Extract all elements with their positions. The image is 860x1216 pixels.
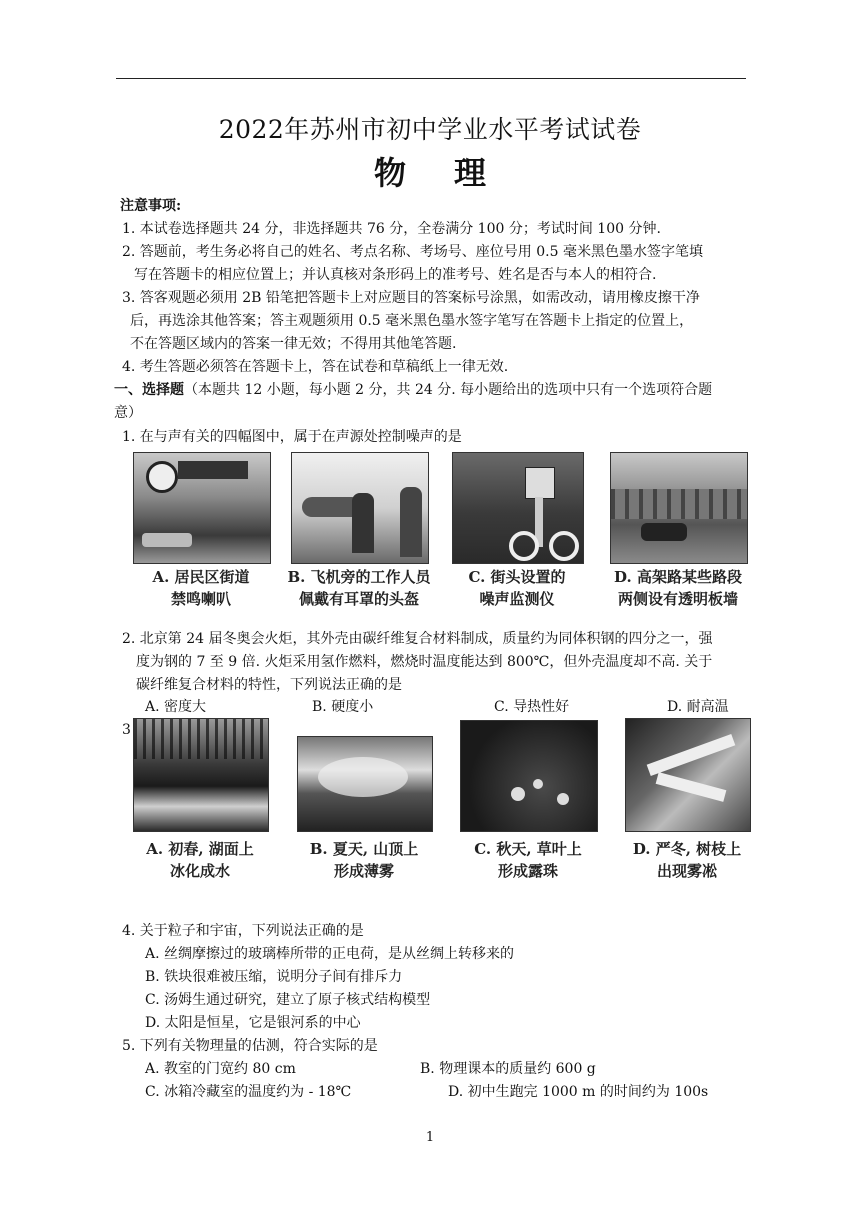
q3-caption-b — [297, 838, 431, 882]
q1-image-a-street — [133, 452, 271, 564]
q1-caption-a — [133, 566, 269, 610]
q1-caption-b-line1: B. 飞机旁的工作人员 — [287, 568, 431, 586]
q3-caption-c — [460, 838, 596, 882]
note-item: 不在答题区域内的答案一律无效；不得用其他笔答题. — [130, 336, 457, 352]
q1-caption-b-line2: 佩戴有耳罩的头盔 — [298, 590, 419, 608]
q1-image-d-wall — [610, 452, 748, 564]
q1-caption-d — [598, 566, 758, 610]
q3-caption-c-line1: C. 秋天, 草叶上 — [474, 840, 582, 858]
note-item: 2. 答题前，考生务必将自己的姓名、考点名称、考场号、座位号用 0.5 毫米黑色墨水签字笔填 — [122, 244, 703, 260]
q4-option-c: C. 汤姆生通过研究，建立了原子核式结构模型 — [145, 992, 431, 1008]
q3-caption-d-line1: D. 严冬, 树枝上 — [632, 840, 742, 858]
note-item: 4. 考生答题必须答在答题卡上，答在试卷和草稿纸上一律无效. — [122, 359, 509, 375]
note-item: 后，再选涂其他答案；答主观题须用 0.5 毫米黑色墨水签字笔写在答题卡上指定的位置上， — [130, 313, 694, 329]
section-heading-row — [114, 380, 712, 400]
q2-stem-line1: 2. 北京第 24 届冬奥会火炬，其外壳由碳纤维复合材料制成，质量约为同体积钢的四分之一，强 — [122, 631, 713, 647]
q2-stem-line2: 度为钢的 7 至 9 倍. 火炬采用氢作燃料，燃烧时温度能达到 800℃，但外壳温度却不高. 关于 — [136, 654, 713, 670]
q4-stem: 4. 关于粒子和宇宙，下列说法正确的是 — [122, 923, 364, 939]
q4-option-a: A. 丝绸摩擦过的玻璃棒所带的正电荷，是从丝绸上转移来的 — [145, 946, 515, 962]
note-item: 写在答题卡的相应位置上；并认真核对条形码上的准考号、姓名是否与本人的相符合. — [134, 267, 657, 283]
q2-option-a: A. 密度大 — [145, 699, 207, 715]
q2-stem-line3: 碳纤维复合材料的特性，下列说法正确的是 — [136, 677, 402, 693]
section-description: （本题共 12 小题，每小题 2 分，共 24 分. 每小题给出的选项中只有一个选项符合题 — [184, 382, 713, 398]
q2-option-b: B. 硬度小 — [312, 699, 374, 715]
note-item: 1. 本试卷选择题共 24 分，非选择题共 76 分，全卷满分 100 分；考试时间 100 分钟. — [122, 221, 661, 237]
q2-option-c: C. 导热性好 — [494, 699, 570, 715]
q3-number: 3 — [122, 722, 131, 738]
section-heading: 一、选择题 — [114, 382, 184, 398]
header-rule — [116, 78, 746, 79]
q5-stem: 5. 下列有关物理量的估测，符合实际的是 — [122, 1038, 378, 1054]
q3-caption-d — [625, 838, 749, 882]
q1-caption-c-line2: 噪声监测仪 — [479, 590, 555, 608]
notes-heading: 注意事项: — [120, 198, 182, 214]
q5-option-c: C. 冰箱冷藏室的温度约为 - 18℃ — [145, 1084, 352, 1100]
q1-caption-c — [452, 566, 582, 610]
note-item: 3. 答客观题必须用 2B 铅笔把答题卡上对应题目的答案标号涂黑，如需改动，请用橡皮擦干净 — [122, 290, 700, 306]
q2-option-d: D. 耐高温 — [667, 699, 729, 715]
q1-caption-d-line1: D. 高架路某些路段 — [614, 568, 742, 586]
q3-caption-a-line2: 冰化成水 — [169, 862, 230, 880]
q3-caption-b-line2: 形成薄雾 — [333, 862, 394, 880]
q3-image-b-mountain — [297, 736, 433, 832]
q4-option-b: B. 铁块很难被压缩，说明分子间有排斥力 — [145, 969, 403, 985]
q3-image-c-dew — [460, 720, 598, 832]
q5-option-d: D. 初中生跑完 1000 m 的时间约为 100s — [448, 1084, 709, 1100]
exam-title: 2022年苏州市初中学业水平考试试卷 — [218, 115, 642, 144]
q3-image-d-rime — [625, 718, 751, 832]
subject-title: 物理 — [373, 154, 534, 192]
q5-option-b: B. 物理课本的质量约 600 g — [420, 1061, 596, 1077]
q1-caption-c-line1: C. 街头设置的 — [468, 568, 566, 586]
q1-image-b-airport — [291, 452, 429, 564]
q4-option-d: D. 太阳是恒星，它是银河系的中心 — [145, 1015, 361, 1031]
q3-caption-a-line1: A. 初春, 湖面上 — [146, 840, 254, 858]
q5-option-a: A. 教室的门宽约 80 cm — [145, 1061, 296, 1077]
q3-caption-c-line2: 形成露珠 — [497, 862, 558, 880]
q1-image-c-monitor — [452, 452, 584, 564]
q3-image-a-lake — [133, 718, 269, 832]
q1-caption-a-line2: 禁鸣喇叭 — [170, 590, 231, 608]
q3-caption-b-line1: B. 夏天, 山顶上 — [309, 840, 419, 858]
q1-caption-d-line2: 两侧设有透明板墙 — [617, 590, 738, 608]
page-number: 1 — [425, 1130, 435, 1145]
q1-stem: 1. 在与声有关的四幅图中，属于在声源处控制噪声的是 — [122, 429, 462, 445]
q3-caption-a — [133, 838, 267, 882]
section-description-cont: 意） — [114, 405, 142, 421]
q1-caption-b — [281, 566, 437, 610]
q1-caption-a-line1: A. 居民区街道 — [152, 568, 250, 586]
q3-caption-d-line2: 出现雾凇 — [656, 862, 717, 880]
